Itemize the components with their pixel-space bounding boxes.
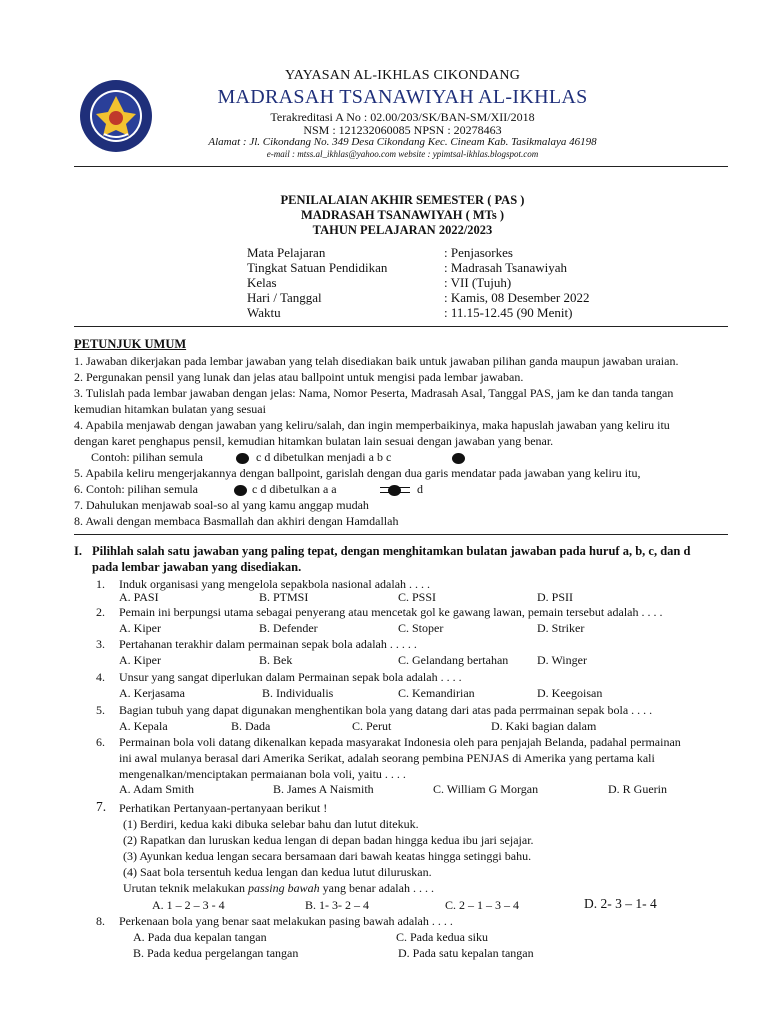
question-number: 4. xyxy=(96,670,105,684)
instruction-item: 3. Tulislah pada lembar jawaban dengan jelas: Nama, Nomor Peserta, Madrasah Asal, Tanggal PAS, jam ke dan tanda tangan xyxy=(74,386,674,400)
strike-line xyxy=(380,492,410,493)
question-number: 1. xyxy=(96,577,105,591)
option-c: C. William G Morgan xyxy=(433,782,539,796)
example-1-label: Contoh: pilihan semula xyxy=(91,450,203,464)
question-text: Perhatikan Pertanyaan-pertanyaan berikut ! xyxy=(119,801,328,815)
info-value: : 11.15-12.45 (90 Menit) xyxy=(444,305,573,320)
question-number: 7. xyxy=(96,799,107,814)
exam-title-2: MADRASAH TSANAWIYAH ( MTs ) xyxy=(300,208,505,222)
address: Alamat : Jl. Cikondang No. 349 Desa Cikondang Kec. Cineam Kab. Tasikmalaya 46198 xyxy=(208,136,597,148)
example-2-end: d xyxy=(417,482,423,496)
step-item: (4) Saat bola tersentuh kedua lengan dan kedua lutut diluruskan. xyxy=(123,865,432,879)
section-heading: Pilihlah salah satu jawaban yang paling tepat, dengan menghitamkan bulatan jawaban pada huruf a, b, c, dan d xyxy=(92,544,691,558)
question-text-cont: ini awal mulanya berasal dari Amerika Serikat, adalah seorang pembina PENJAS di Amerika yang pertama kali xyxy=(119,751,655,765)
info-label: Tingkat Satuan Pendidikan xyxy=(247,260,388,275)
section-heading-cont: pada lembar jawaban yang disediakan. xyxy=(92,560,302,574)
foundation-name: YAYASAN AL-IKHLAS CIKONDANG xyxy=(284,68,521,83)
school-name: MADRASAH TSANAWIYAH AL-IKHLAS xyxy=(217,86,588,108)
option-a: A. Pada dua kepalan tangan xyxy=(133,930,267,944)
option-b: B. 1- 3- 2 – 4 xyxy=(305,898,369,912)
question-ask xyxy=(123,881,434,896)
option-c: C. PSSI xyxy=(398,590,437,604)
question-text: Unsur yang sangat diperlukan dalam Permainan sepak bola adalah . . . . xyxy=(119,670,462,684)
question-text: Permainan bola voli datang dikenalkan kepada masyarakat Indonesia oleh para penjajah Belanda, padahal permainan xyxy=(119,735,681,749)
info-label: Mata Pelajaran xyxy=(247,245,326,260)
section-number: I. xyxy=(74,544,82,558)
question-text: Perkenaan bola yang benar saat melakukan pasing bawah adalah . . . . xyxy=(119,914,453,928)
question-number: 6. xyxy=(96,735,105,749)
question-text: Bagian tubuh yang dapat digunakan menghentikan bola yang datang dari atas pada perrmainan sepak bola . . . . xyxy=(119,703,653,717)
option-c: C. Perut xyxy=(352,719,392,733)
instruction-item: 2. Pergunakan pensil yang lunak dan jelas atau ballpoint untuk mengisi pada lembar jawaban. xyxy=(74,370,524,384)
info-divider xyxy=(74,326,728,327)
instruction-item: dengan karet penghapus pensil, kemudian hitamkan bulatan lain sesuai dengan jawaban yang benar. xyxy=(74,434,554,448)
option-d: D. Striker xyxy=(537,621,585,635)
question-text-cont: mengenalkan/menciptakan permaianan bola voli, yaitu . . . . xyxy=(119,767,406,781)
contact: e-mail : mtss.al_ikhlas@yahoo.com website : ypimtsal-ikhlas.blogspot.com xyxy=(266,149,539,159)
option-d: D. 2- 3 – 1- 4 xyxy=(584,896,657,911)
option-a: A. PASI xyxy=(119,590,159,604)
info-label: Waktu xyxy=(247,305,281,320)
info-label: Hari / Tanggal xyxy=(247,290,322,305)
option-b: B. James A Naismith xyxy=(273,782,374,796)
option-b: B. Defender xyxy=(259,621,318,635)
step-item: (1) Berdiri, kedua kaki dibuka selebar bahu dan lutut ditekuk. xyxy=(123,817,419,831)
option-d: D. Pada satu kepalan tangan xyxy=(398,946,534,960)
option-a: A. Adam Smith xyxy=(119,782,195,796)
instruction-item: kemudian hitamkan bulatan yang sesuai xyxy=(74,402,266,416)
option-b: B. Bek xyxy=(259,653,293,667)
ask-post: yang benar adalah . . . . xyxy=(319,881,434,895)
option-c: C. Kemandirian xyxy=(398,686,475,700)
option-c: C. 2 – 1 – 3 – 4 xyxy=(445,898,520,912)
question-number: 2. xyxy=(96,605,105,619)
step-item: (2) Rapatkan dan luruskan kedua lengan di depan badan hingga kedua ibu jari sejajar. xyxy=(123,833,534,847)
question-number: 3. xyxy=(96,637,105,651)
option-c: C. Stoper xyxy=(398,621,444,635)
exam-title-1: PENILALAIAN AKHIR SEMESTER ( PAS ) xyxy=(280,193,525,207)
instructions-title: PETUNJUK UMUM xyxy=(74,337,187,351)
question-text: Induk organisasi yang mengelola sepakbola nasional adalah . . . . xyxy=(119,577,431,591)
filled-bubble xyxy=(236,453,249,464)
option-d: D. Keegoisan xyxy=(537,686,603,700)
instruction-item: 8. Awali dengan membaca Basmallah dan akhiri dengan Hamdallah xyxy=(74,514,399,528)
option-b: B. Individualis xyxy=(262,686,334,700)
option-a: A. Kepala xyxy=(119,719,168,733)
step-item: (3) Ayunkan kedua lengan secara bersamaan dari bawah keatas hingga setinggi bahu. xyxy=(123,849,532,863)
header-divider xyxy=(74,166,728,167)
info-value: : Penjasorkes xyxy=(444,245,513,260)
option-a: A. Kiper xyxy=(119,621,161,635)
filled-bubble xyxy=(234,485,247,496)
exam-title-3: TAHUN PELAJARAN 2022/2023 xyxy=(312,223,493,237)
option-d: D. Winger xyxy=(537,653,587,667)
option-a: A. Kiper xyxy=(119,653,161,667)
ask-emphasis: passing bawah xyxy=(247,881,320,895)
option-d: D. Kaki bagian dalam xyxy=(491,719,597,733)
school-logo xyxy=(78,78,154,154)
info-value: : Madrasah Tsanawiyah xyxy=(444,260,568,275)
instruction-item: 7. Dahulukan menjawab soal-so al yang kamu anggap mudah xyxy=(74,498,369,512)
info-value: : VII (Tujuh) xyxy=(444,275,512,290)
example-2-label: 6. Contoh: pilihan semula xyxy=(74,482,198,496)
option-d: D. R Guerin xyxy=(608,782,667,796)
strike-line xyxy=(380,487,410,488)
example-1-text: c d dibetulkan menjadi a b c xyxy=(256,450,392,464)
option-c: C. Gelandang bertahan xyxy=(398,653,509,667)
option-a: A. Kerjasama xyxy=(119,686,185,700)
option-c: C. Pada kedua siku xyxy=(396,930,488,944)
accreditation: Terakreditasi A No : 02.00/203/SK/BAN-SM/XII/2018 xyxy=(270,110,535,124)
info-label: Kelas xyxy=(247,275,277,290)
question-number: 5. xyxy=(96,703,105,717)
instruction-item: 5. Apabila keliru mengerjakannya dengan ballpoint, garislah dengan dua garis mendatar pada jawaban yang keliru itu, xyxy=(74,466,641,480)
option-d: D. PSII xyxy=(537,590,574,604)
question-number: 8. xyxy=(96,914,105,928)
filled-bubble xyxy=(452,453,465,464)
info-value: : Kamis, 08 Desember 2022 xyxy=(444,290,590,305)
option-b: B. Pada kedua pergelangan tangan xyxy=(133,946,299,960)
option-b: B. Dada xyxy=(231,719,271,733)
nsm-npsn: NSM : 121232060085 NPSN : 20278463 xyxy=(303,123,502,137)
option-a: A. 1 – 2 – 3 - 4 xyxy=(152,898,225,912)
instructions-divider xyxy=(74,534,728,535)
question-text: Pemain ini berpungsi utama sebagai penyerang atau mencetak gol ke gawang lawan, pemain tersebut adalah . . . . xyxy=(119,605,663,619)
instruction-item: 1. Jawaban dikerjakan pada lembar jawaban yang telah disediakan baik untuk jawaban pilihan ganda maupun jawaban uraian. xyxy=(74,354,679,368)
question-text: Pertahanan terakhir dalam permainan sepak bola adalah . . . . . xyxy=(119,637,417,651)
ask-pre: Urutan teknik melakukan xyxy=(123,881,248,895)
option-b: B. PTMSI xyxy=(259,590,309,604)
instruction-item: 4. Apabila menjawab dengan jawaban yang keliru/salah, dan ingin memperbaikinya, maka hapuslah jawaban yang keliru itu xyxy=(74,418,670,432)
example-2-text: c d dibetulkan a a xyxy=(252,482,337,496)
